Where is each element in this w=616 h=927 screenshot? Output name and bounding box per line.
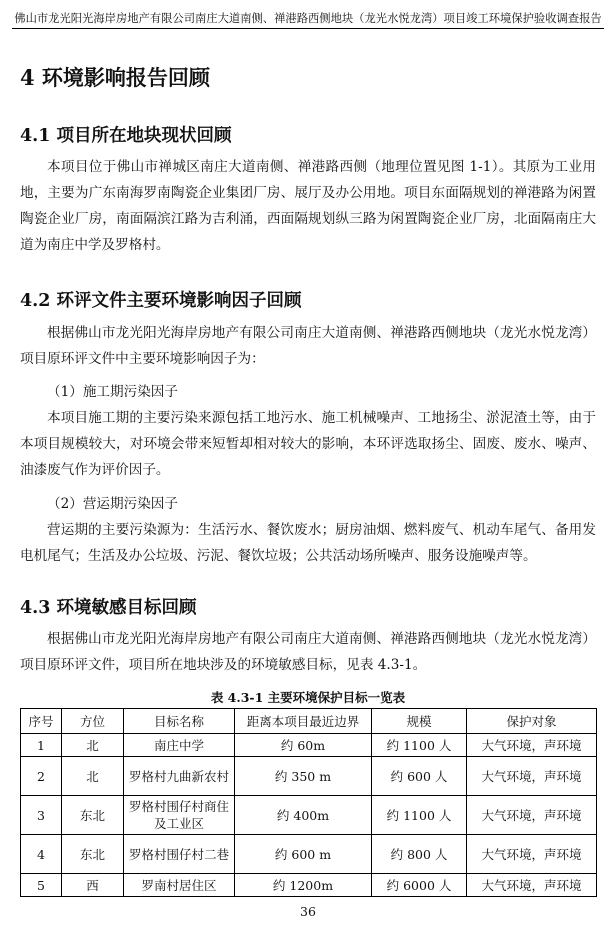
cell-scale: 约 800 人 (372, 835, 467, 874)
table-row (21, 874, 597, 897)
cell-protection-object: 大气环境，声环境 (467, 734, 597, 757)
construction-phase-heading: （1）施工期污染因子 (47, 384, 178, 400)
cell-target-name: 南庄中学 (124, 734, 235, 757)
header-target-name: 目标名称 (124, 709, 235, 734)
header-divider (12, 28, 604, 29)
cell-direction: 东北 (62, 835, 124, 874)
cell-index: 5 (21, 874, 62, 897)
table-row (21, 796, 597, 835)
cell-index: 3 (21, 796, 62, 835)
header-distance: 距离本项目最近边界 (235, 709, 372, 734)
section-title-4-2: 4.2 环评文件主要环境影响因子回顾 (20, 291, 302, 311)
section-title-4-3: 4.3 环境敏感目标回顾 (20, 598, 197, 618)
table-row (21, 734, 597, 757)
operation-phase-paragraph: 营运期的主要污染源为：生活污水、餐饮废水；厨房油烟、燃料废气、机动车尾气、备用发电机尾气；生活及办公垃圾、污泥、餐饮垃圾；公共活动场所噪声、服务设施噪声等。 (20, 522, 596, 564)
cell-index: 4 (21, 835, 62, 874)
cell-direction: 东北 (62, 796, 124, 835)
protection-targets-table (20, 708, 597, 897)
cell-distance: 约 60m (235, 734, 372, 757)
cell-distance: 约 600 m (235, 835, 372, 874)
header-direction: 方位 (62, 709, 124, 734)
table-row (21, 757, 597, 796)
cell-index: 1 (21, 734, 62, 757)
page-number: 36 (300, 904, 316, 919)
cell-distance: 约 350 m (235, 757, 372, 796)
header-index: 序号 (21, 709, 62, 734)
table-caption: 表 4.3-1 主要环境保护目标一览表 (210, 690, 406, 705)
cell-target-name: 罗格村围仔村商住及工业区 (124, 796, 235, 835)
cell-direction: 西 (62, 874, 124, 897)
section-4-3-intro: 根据佛山市龙光阳光海岸房地产有限公司南庄大道南侧、禅港路西侧地块（龙光水悦龙湾）项目原环评文件，项目所在地块涉及的环境敏感目标，见表 4.3-1。 (20, 631, 596, 673)
section-4-1-paragraph: 本项目位于佛山市禅城区南庄大道南侧、禅港路西侧（地理位置见图 1-1）。其原为工业用地，主要为广东南海罗南陶瓷企业集团厂房、展厅及办公用地。项目东面隔规划的禅港路为闲置陶瓷企业厂房，南面隔滨江路为吉利涌，西面隔规划纵三路为闲置陶瓷企业厂房，北面隔南庄大道为南庄中学及罗格村。 (20, 159, 596, 253)
cell-protection-object: 大气环境，声环境 (467, 874, 597, 897)
section-4-2-intro: 根据佛山市龙光阳光海岸房地产有限公司南庄大道南侧、禅港路西侧地块（龙光水悦龙湾）项目原环评文件中主要环境影响因子为： (20, 325, 596, 367)
cell-protection-object: 大气环境，声环境 (467, 796, 597, 835)
cell-scale: 约 600 人 (372, 757, 467, 796)
cell-distance: 约 400m (235, 796, 372, 835)
cell-direction: 北 (62, 734, 124, 757)
page-header: 佛山市龙光阳光海岸房地产有限公司南庄大道南侧、禅港路西侧地块（龙光水悦龙湾）项目竣工环境保护验收调查报告 (14, 12, 602, 25)
section-title-4-1: 4.1 项目所在地块现状回顾 (20, 126, 232, 146)
construction-phase-paragraph: 本项目施工期的主要污染来源包括工地污水、施工机械噪声、工地扬尘、淤泥渣土等，由于本项目规模较大，对环境会带来短暂却相对较大的影响，本环评选取扬尘、固废、废水、噪声、油漆废气作为评价因子。 (20, 410, 596, 478)
chapter-title: 4 环境影响报告回顾 (20, 65, 210, 90)
cell-protection-object: 大气环境，声环境 (467, 757, 597, 796)
table-header-row (21, 709, 597, 734)
cell-target-name: 罗格村九曲新农村 (124, 757, 235, 796)
cell-scale: 约 1100 人 (372, 796, 467, 835)
header-protection-object: 保护对象 (467, 709, 597, 734)
cell-target-name: 罗格村围仔村二巷 (124, 835, 235, 874)
cell-index: 2 (21, 757, 62, 796)
header-scale: 规模 (372, 709, 467, 734)
table-row (21, 835, 597, 874)
cell-distance: 约 1200m (235, 874, 372, 897)
cell-direction: 北 (62, 757, 124, 796)
cell-target-name: 罗南村居住区 (124, 874, 235, 897)
operation-phase-heading: （2）营运期污染因子 (47, 496, 178, 512)
cell-protection-object: 大气环境，声环境 (467, 835, 597, 874)
cell-scale: 约 1100 人 (372, 734, 467, 757)
cell-scale: 约 6000 人 (372, 874, 467, 897)
